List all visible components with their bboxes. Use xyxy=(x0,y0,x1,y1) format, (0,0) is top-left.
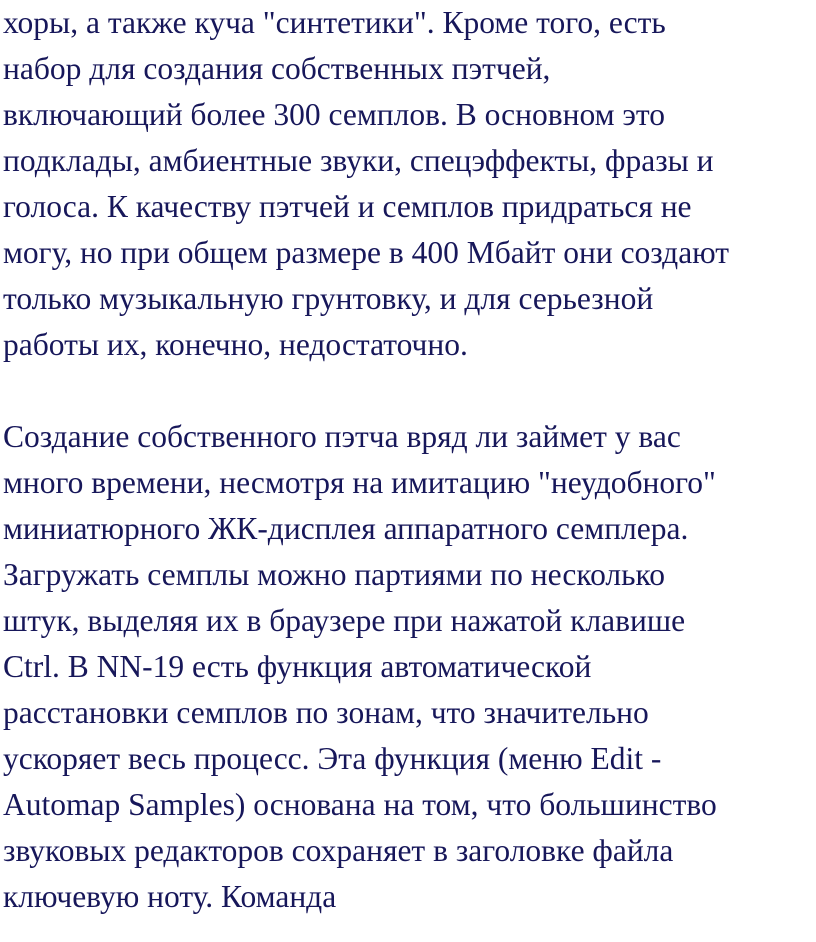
text-line: включающий более 300 семплов. В основном это xyxy=(3,97,666,132)
text-line: ключевую ноту. Команда xyxy=(3,879,337,914)
text-line: хоры, а также куча "синтетики". Кроме того, есть xyxy=(3,5,666,40)
text-line: работы их, конечно, недостаточно. xyxy=(3,327,468,362)
text-line: ускоряет весь процесс. Эта функция (меню Edit - xyxy=(3,741,662,776)
text-line: расстановки семплов по зонам, что значительно xyxy=(3,695,649,730)
text-line: звуковых редакторов сохраняет в заголовке файла xyxy=(3,833,674,868)
text-line: миниатюрного ЖК-дисплея аппаратного семплера. xyxy=(3,511,689,546)
text-line: Ctrl. В NN-19 есть функция автоматической xyxy=(3,649,592,684)
paragraph-2 xyxy=(3,414,815,920)
text-line: набор для создания собственных пэтчей, xyxy=(3,51,551,86)
paragraph-spacer xyxy=(3,368,815,414)
text-line: Automap Samples) основана на том, что большинство xyxy=(3,787,717,822)
paragraph-1 xyxy=(3,0,815,368)
text-line: могу, но при общем размере в 400 Мбайт они создают xyxy=(3,235,730,270)
text-line: Загружать семплы можно партиями по несколько xyxy=(3,557,665,592)
text-line: только музыкальную грунтовку, и для серьезной xyxy=(3,281,654,316)
text-line: голоса. К качеству пэтчей и семплов придраться не xyxy=(3,189,692,224)
text-line: много времени, несмотря на имитацию "неудобного" xyxy=(3,465,716,500)
text-line: Создание собственного пэтча вряд ли займет у вас xyxy=(3,419,681,454)
text-line: подклады, амбиентные звуки, спецэффекты, фразы и xyxy=(3,143,714,178)
text-line: штук, выделяя их в браузере при нажатой клавише xyxy=(3,603,686,638)
document-body xyxy=(3,0,815,920)
